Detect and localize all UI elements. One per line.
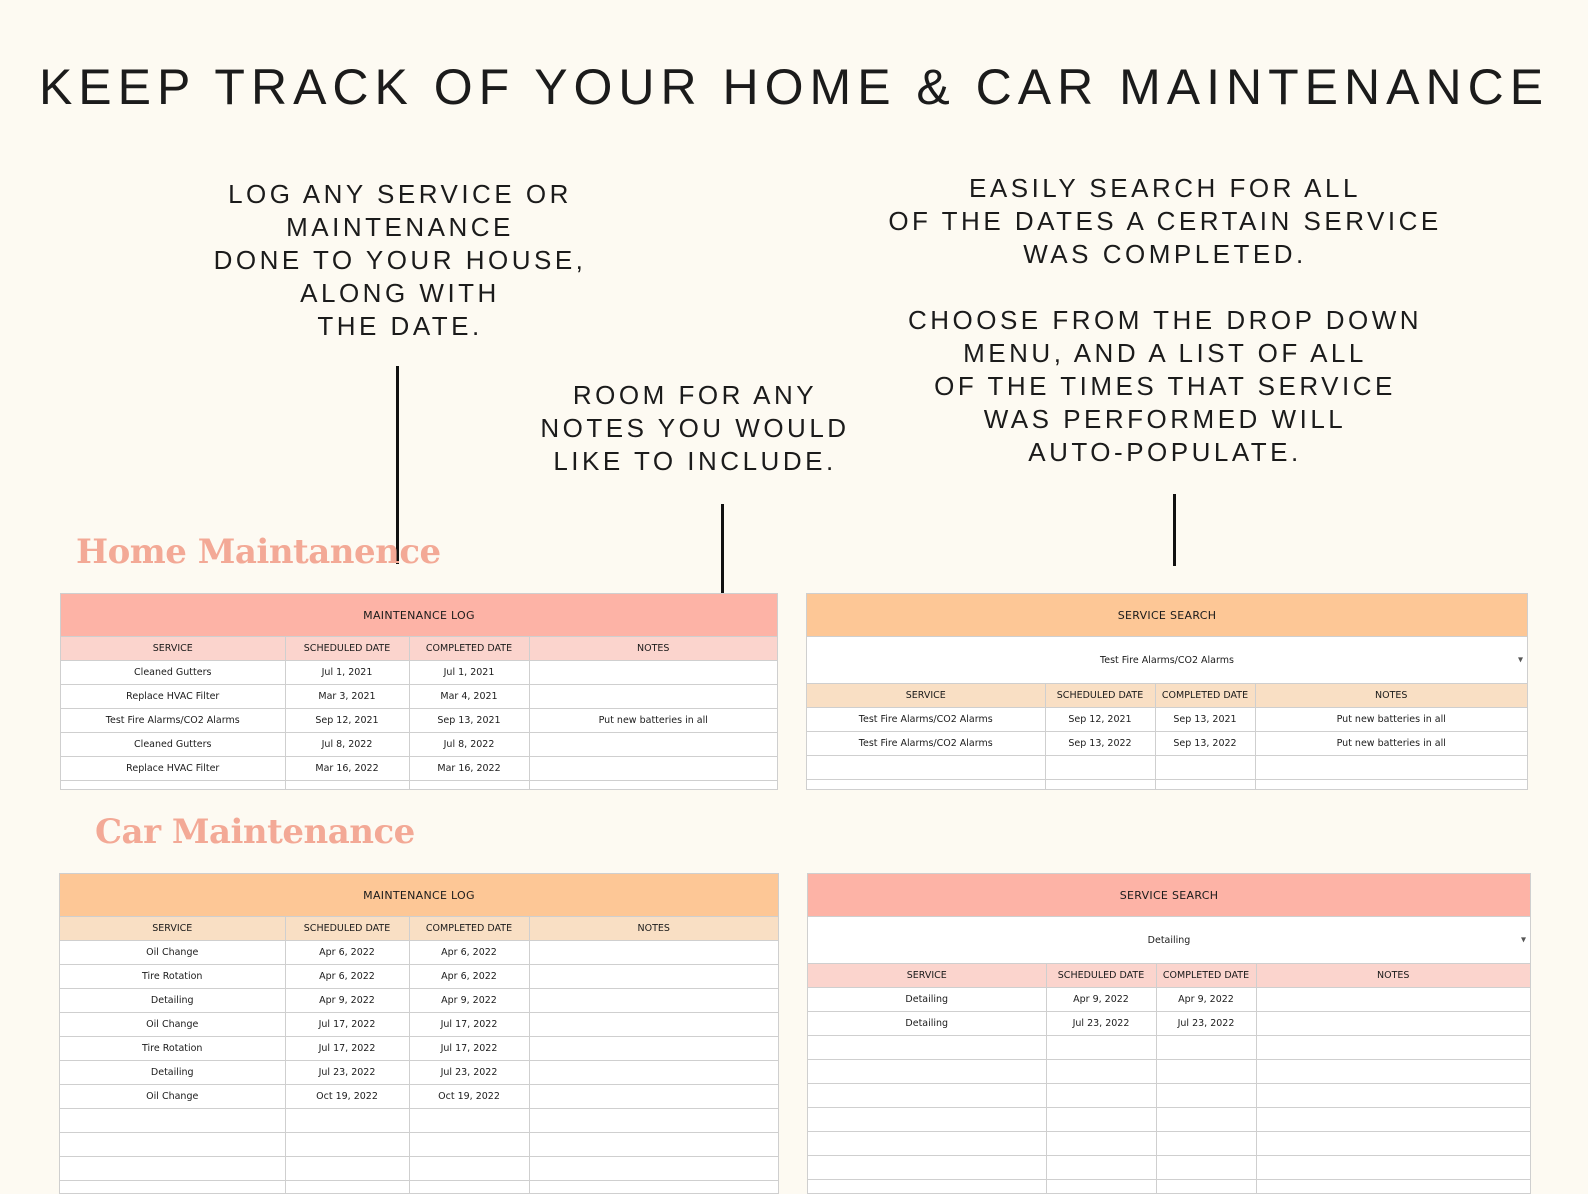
cell-notes[interactable] [529,1133,778,1157]
column-header-service: SERVICE [807,684,1045,708]
cell-completed-date[interactable]: Apr 9, 2022 [409,989,529,1013]
cell-service[interactable]: Replace HVAC Filter [61,685,285,709]
table-row [807,708,1527,732]
cell-notes[interactable] [529,1085,778,1109]
cell-scheduled-date[interactable]: Sep 12, 2021 [285,709,409,733]
column-header-completed-date: COMPLETED DATE [409,917,529,941]
callout-log: LOG ANY SERVICE OR MAINTENANCE DONE TO YOUR HOUSE, ALONG WITH THE DATE. [190,178,610,343]
table-row [61,685,777,709]
column-header-service: SERVICE [808,964,1046,988]
table-row [60,1085,778,1109]
cell-service[interactable]: Oil Change [60,941,285,965]
cell-completed-date[interactable]: Jul 8, 2022 [409,733,529,757]
cell-notes[interactable] [1256,1132,1530,1156]
table-row [60,989,778,1013]
column-header-scheduled-date: SCHEDULED DATE [285,917,409,941]
cell-completed-date[interactable] [1156,1084,1256,1108]
cell-service[interactable]: Tire Rotation [60,1037,285,1061]
cell-service[interactable]: Detailing [60,989,285,1013]
car-search-title: SERVICE SEARCH [808,874,1530,917]
cell-notes[interactable] [529,757,777,781]
column-header-scheduled-date: SCHEDULED DATE [1045,684,1155,708]
table-row [60,1061,778,1085]
cell-scheduled-date[interactable] [1045,756,1155,780]
cell-completed-date[interactable] [1156,1036,1256,1060]
table-row [808,1060,1530,1084]
cell-service[interactable]: Oil Change [60,1085,285,1109]
table-row [60,1133,778,1157]
home-section-title: Home Maintanence [76,532,441,572]
table-row [808,1108,1530,1132]
column-header-row [60,917,778,941]
cell-scheduled-date[interactable]: Apr 6, 2022 [285,941,409,965]
car-log-table [60,917,778,1194]
cell-completed-date[interactable] [1155,780,1255,791]
cell-scheduled-date[interactable]: Jul 1, 2021 [285,661,409,685]
cell-notes[interactable] [1255,780,1527,791]
column-header-scheduled-date: SCHEDULED DATE [285,637,409,661]
column-header-row [61,637,777,661]
home-log-table [61,637,777,790]
cell-scheduled-date[interactable] [1046,1108,1156,1132]
cell-service[interactable]: Replace HVAC Filter [61,757,285,781]
column-header-row [808,964,1530,988]
page-headline: KEEP TRACK OF YOUR HOME & CAR MAINTENANCE [0,58,1588,116]
table-row [808,1012,1530,1036]
cell-service[interactable] [807,780,1045,791]
table-row [808,1084,1530,1108]
table-row [60,1157,778,1181]
cell-completed-date[interactable] [409,1109,529,1133]
cell-completed-date[interactable]: Sep 13, 2021 [1155,708,1255,732]
cell-service[interactable]: Oil Change [60,1013,285,1037]
cell-notes[interactable] [529,1061,778,1085]
cell-service[interactable]: Cleaned Gutters [61,733,285,757]
cell-completed-date[interactable]: Sep 13, 2022 [1155,732,1255,756]
cell-notes[interactable] [529,661,777,685]
home-service-search-sheet [806,593,1528,790]
cell-service[interactable]: Test Fire Alarms/CO2 Alarms [807,708,1045,732]
home-log-title: MAINTENANCE LOG [61,594,777,637]
cell-completed-date[interactable]: Mar 16, 2022 [409,757,529,781]
home-dropdown-value: Test Fire Alarms/CO2 Alarms [1100,655,1234,666]
cell-service[interactable]: Test Fire Alarms/CO2 Alarms [807,732,1045,756]
table-row [807,732,1527,756]
cell-scheduled-date[interactable] [285,1157,409,1181]
cell-service[interactable] [807,756,1045,780]
car-dropdown-value: Detailing [1148,935,1191,946]
cell-scheduled-date[interactable]: Jul 23, 2022 [1046,1012,1156,1036]
cell-service[interactable]: Detailing [60,1061,285,1085]
dropdown-arrow-icon[interactable]: ▾ [1518,655,1523,666]
cell-completed-date[interactable]: Mar 4, 2021 [409,685,529,709]
cell-notes[interactable] [529,965,778,989]
cell-scheduled-date[interactable]: Apr 6, 2022 [285,965,409,989]
table-row [61,757,777,781]
cell-completed-date[interactable]: Jul 23, 2022 [1156,1012,1256,1036]
cell-completed-date[interactable] [409,1133,529,1157]
cell-service[interactable] [808,1084,1046,1108]
cell-scheduled-date[interactable]: Apr 9, 2022 [1046,988,1156,1012]
cell-scheduled-date[interactable] [1045,780,1155,791]
cell-service[interactable] [808,1036,1046,1060]
cell-completed-date[interactable] [409,1157,529,1181]
cell-scheduled-date[interactable] [1046,1060,1156,1084]
cell-scheduled-date[interactable]: Apr 9, 2022 [285,989,409,1013]
cell-completed-date[interactable] [1156,1156,1256,1180]
cell-notes[interactable] [1256,1036,1530,1060]
cell-notes[interactable] [529,1109,778,1133]
cell-completed-date[interactable]: Jul 1, 2021 [409,661,529,685]
cell-notes[interactable]: Put new batteries in all [529,709,777,733]
cell-scheduled-date[interactable] [285,781,409,791]
column-header-completed-date: COMPLETED DATE [409,637,529,661]
cell-scheduled-date[interactable]: Jul 8, 2022 [285,733,409,757]
cell-notes[interactable] [529,1037,778,1061]
cell-service[interactable] [808,1132,1046,1156]
cell-completed-date[interactable]: Jul 17, 2022 [409,1013,529,1037]
table-row [60,1109,778,1133]
callout-search: EASILY SEARCH FOR ALL OF THE DATES A CERTAIN SERVICE WAS COMPLETED. CHOOSE FROM THE DROP DOWN MENU, AND A LIST OF ALL OF THE TIMES THAT SERVICE WAS PERFORMED WILL AUTO-POPULATE. [860,172,1470,469]
car-service-search-sheet [807,873,1531,1194]
cell-completed-date[interactable] [1156,1108,1256,1132]
cell-notes[interactable] [529,685,777,709]
cell-notes[interactable] [529,1157,778,1181]
cell-completed-date[interactable] [1156,1060,1256,1084]
cell-completed-date[interactable]: Jul 17, 2022 [409,1037,529,1061]
table-row [61,733,777,757]
cell-service[interactable] [60,1157,285,1181]
column-header-scheduled-date: SCHEDULED DATE [1046,964,1156,988]
cell-notes[interactable] [529,733,777,757]
table-row [808,1156,1530,1180]
cell-scheduled-date[interactable]: Oct 19, 2022 [285,1085,409,1109]
table-row [61,709,777,733]
column-header-completed-date: COMPLETED DATE [1156,964,1256,988]
table-row [60,941,778,965]
cell-completed-date[interactable]: Oct 19, 2022 [409,1085,529,1109]
callout-notes: ROOM FOR ANY NOTES YOU WOULD LIKE TO INCLUDE. [500,379,890,478]
cell-scheduled-date[interactable]: Sep 12, 2021 [1045,708,1155,732]
car-service-dropdown[interactable] [808,917,1530,964]
cell-scheduled-date[interactable] [285,1133,409,1157]
table-row [808,1132,1530,1156]
table-row [61,781,777,791]
column-header-notes: NOTES [529,917,778,941]
cell-notes[interactable]: Put new batteries in all [1255,708,1527,732]
cell-notes[interactable] [1256,1156,1530,1180]
cell-scheduled-date[interactable] [285,1109,409,1133]
home-search-title: SERVICE SEARCH [807,594,1527,637]
dropdown-arrow-icon[interactable]: ▾ [1521,935,1526,946]
cell-completed-date[interactable]: Jul 23, 2022 [409,1061,529,1085]
cell-completed-date[interactable]: Apr 6, 2022 [409,941,529,965]
cell-notes[interactable] [529,1013,778,1037]
table-row [60,1013,778,1037]
cell-scheduled-date[interactable]: Mar 3, 2021 [285,685,409,709]
car-section-title: Car Maintenance [95,812,415,852]
cell-notes[interactable] [529,989,778,1013]
cell-service[interactable] [61,781,285,791]
column-header-notes: NOTES [1255,684,1527,708]
cell-scheduled-date[interactable]: Sep 13, 2022 [1045,732,1155,756]
car-search-table [808,964,1530,1194]
cell-notes[interactable]: Put new batteries in all [1255,732,1527,756]
cell-notes[interactable] [1256,1012,1530,1036]
cell-notes[interactable] [1256,1084,1530,1108]
cell-notes[interactable] [1256,1108,1530,1132]
cell-service[interactable] [808,1060,1046,1084]
car-log-title: MAINTENANCE LOG [60,874,778,917]
cell-scheduled-date[interactable]: Jul 17, 2022 [285,1013,409,1037]
column-header-completed-date: COMPLETED DATE [1155,684,1255,708]
car-maintenance-log-sheet [59,873,779,1194]
cell-service[interactable]: Tire Rotation [60,965,285,989]
home-service-dropdown[interactable] [807,637,1527,684]
cell-notes[interactable] [1255,756,1527,780]
cell-service[interactable] [808,1156,1046,1180]
cell-completed-date[interactable]: Sep 13, 2021 [409,709,529,733]
home-search-table [807,684,1527,790]
cell-scheduled-date[interactable]: Jul 17, 2022 [285,1037,409,1061]
column-header-notes: NOTES [1256,964,1530,988]
table-row [61,661,777,685]
cell-completed-date[interactable]: Apr 9, 2022 [1156,988,1256,1012]
column-header-service: SERVICE [60,917,285,941]
cell-service[interactable]: Detailing [808,988,1046,1012]
cell-service[interactable]: Cleaned Gutters [61,661,285,685]
cell-scheduled-date[interactable] [1046,1156,1156,1180]
cell-scheduled-date[interactable]: Mar 16, 2022 [285,757,409,781]
cell-notes[interactable] [529,941,778,965]
cell-completed-date[interactable] [1155,756,1255,780]
cell-service[interactable] [808,1108,1046,1132]
cell-scheduled-date[interactable] [1046,1084,1156,1108]
table-row [808,988,1530,1012]
cell-completed-date[interactable] [409,781,529,791]
cell-service[interactable]: Detailing [808,1012,1046,1036]
table-row [807,756,1527,780]
cell-service[interactable] [60,1133,285,1157]
cell-scheduled-date[interactable] [1046,1036,1156,1060]
cell-notes[interactable] [1256,1060,1530,1084]
table-row [60,1037,778,1061]
table-row [60,965,778,989]
cell-notes[interactable] [529,781,777,791]
cell-service[interactable] [60,1109,285,1133]
cell-service[interactable]: Test Fire Alarms/CO2 Alarms [61,709,285,733]
cell-scheduled-date[interactable]: Jul 23, 2022 [285,1061,409,1085]
table-row [808,1036,1530,1060]
column-header-row [807,684,1527,708]
pointer-line-search [1173,494,1176,566]
home-maintenance-log-sheet [60,593,778,790]
column-header-service: SERVICE [61,637,285,661]
cell-completed-date[interactable]: Apr 6, 2022 [409,965,529,989]
cell-notes[interactable] [1256,988,1530,1012]
cell-completed-date[interactable] [1156,1132,1256,1156]
table-row [807,780,1527,791]
cell-scheduled-date[interactable] [1046,1132,1156,1156]
column-header-notes: NOTES [529,637,777,661]
